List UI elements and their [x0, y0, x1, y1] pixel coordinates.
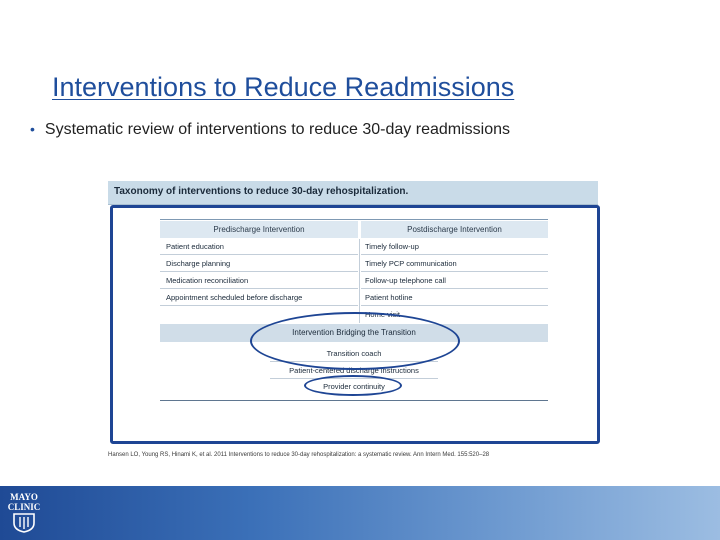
column-divider [359, 239, 360, 323]
citation: Hansen LO, Young RS, Hinami K, et al. 2011 Interventions to reduce 30-day rehospitalization: a systematic review. Ann Intern Med. 155:520–28 [108, 452, 490, 458]
mayo-clinic-logo [6, 492, 42, 536]
slide-title: Interventions to Reduce Readmissions [52, 72, 515, 102]
row-divider [361, 305, 548, 306]
pre-item: Medication reconciliation [166, 276, 249, 285]
row-divider [361, 254, 548, 255]
row-divider [160, 254, 358, 255]
bridge-item: Patient-centered discharge instructions [289, 366, 419, 375]
column-header-postdischarge: Postdischarge Intervention [361, 221, 548, 238]
figure-header [108, 181, 598, 205]
bullet-text: Systematic review of interventions to reduce 30-day readmissions [44, 121, 511, 138]
bridge-item: Transition coach [326, 349, 382, 358]
row-divider [160, 271, 358, 272]
highlight-oval-continuity [304, 375, 402, 396]
pre-item: Appointment scheduled before discharge [166, 293, 303, 302]
column-header-predischarge: Predischarge Intervention [160, 221, 358, 238]
post-item: Timely follow-up [365, 242, 419, 251]
table-top-rule [160, 219, 548, 220]
row-divider [160, 288, 358, 289]
bullet-dot-icon: • [30, 121, 35, 137]
bridge-header: Intervention Bridging the Transition [160, 324, 548, 342]
row-divider [160, 305, 358, 306]
bullet-item [30, 121, 510, 139]
post-item: Timely PCP communication [365, 259, 457, 268]
pre-item: Discharge planning [166, 259, 231, 268]
highlight-oval-bridge [250, 312, 460, 370]
footer-band [0, 486, 720, 540]
figure-title: Taxonomy of interventions to reduce 30-day rehospitalization. [114, 186, 409, 197]
pre-item: Patient education [166, 242, 224, 251]
table-bottom-rule [160, 400, 548, 401]
row-divider [361, 288, 548, 289]
row-divider [361, 271, 548, 272]
bridge-item: Provider continuity [323, 382, 385, 391]
shield-icon [12, 513, 36, 533]
post-item: Patient hotline [365, 293, 413, 302]
logo-text-line2: CLINIC [7, 502, 41, 512]
post-item: Follow-up telephone call [365, 276, 446, 285]
logo-text-line1: MAYO [10, 492, 38, 502]
post-item: Home visit [365, 310, 401, 319]
